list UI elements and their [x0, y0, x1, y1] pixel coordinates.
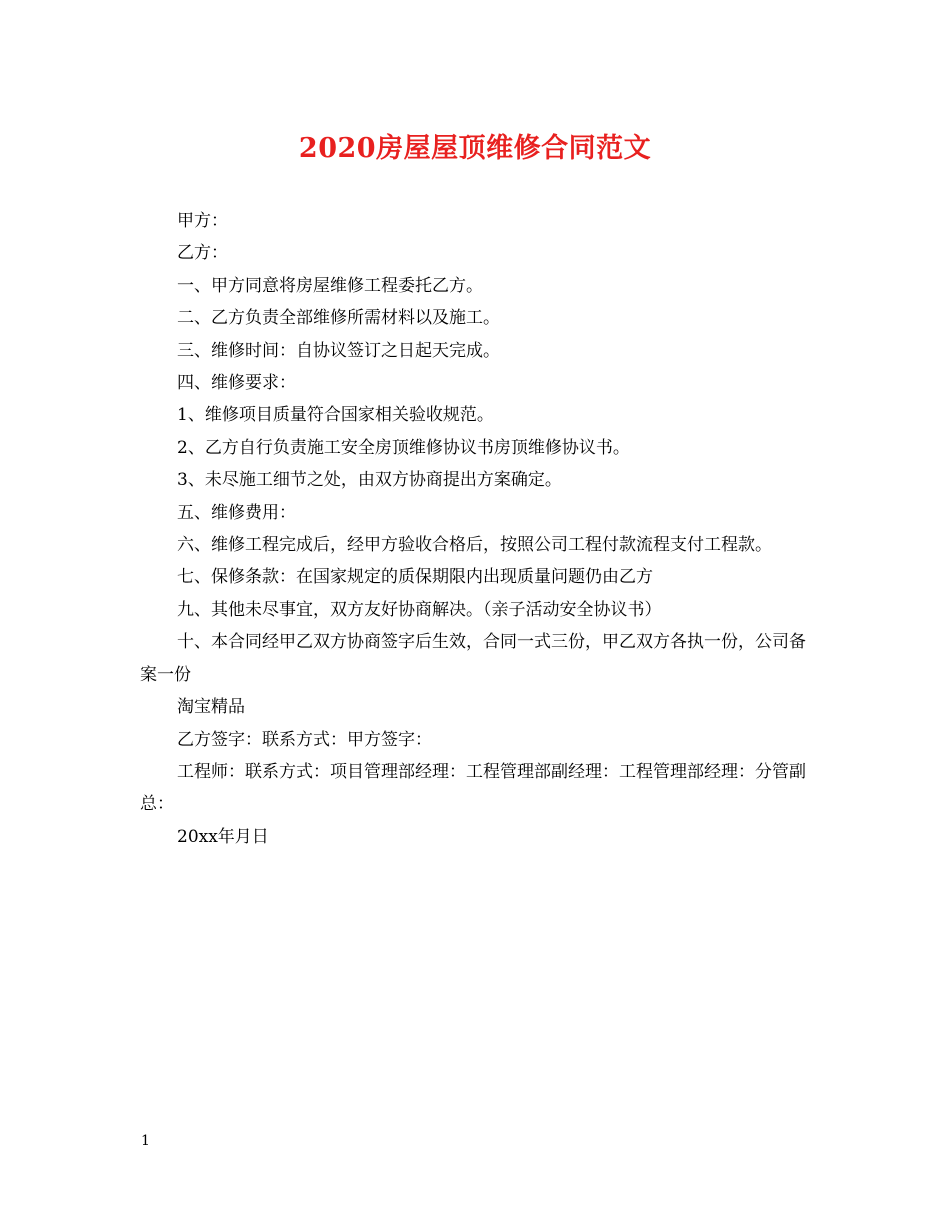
paragraph-requirement-2: 2、乙方自行负责施工安全房顶维修协议书房顶维修协议书。: [177, 437, 630, 458]
paragraph-requirement-1: 1、维修项目质量符合国家相关验收规范。: [177, 405, 494, 426]
paragraph-engineers: 工程师：联系方式：项目管理部经理：工程管理部副经理：工程管理部经理：分管副总：: [140, 761, 806, 815]
paragraph-taobao: 淘宝精品: [177, 697, 245, 718]
paragraph-clause-3: 三、维修时间：自协议签订之日起天完成。: [177, 340, 500, 361]
paragraph-clause-10: 十、本合同经甲乙双方协商签字后生效，合同一式三份，甲乙双方各执一份，公司备案一份: [140, 632, 806, 685]
paragraph-clause-7: 七、保修条款：在国家规定的质保期限内出现质量问题仍由乙方: [177, 567, 653, 588]
paragraph-clause-5: 五、维修费用：: [177, 502, 296, 523]
paragraph-party-b: 乙方：: [177, 243, 228, 264]
paragraph-party-a: 甲方：: [177, 211, 228, 231]
paragraph-requirement-3: 3、未尽施工细节之处，由双方协商提出方案确定。: [177, 470, 562, 491]
paragraph-clause-6: 六、维修工程完成后，经甲方验收合格后，按照公司工程付款流程支付工程款。: [177, 535, 772, 556]
document-title: 2020房屋屋顶维修合同范文: [298, 133, 652, 164]
document-body: [140, 205, 820, 853]
paragraph-clause-1: 一、甲方同意将房屋维修工程委托乙方。: [177, 275, 483, 296]
paragraph-signatures: 乙方签字：联系方式：甲方签字：: [177, 729, 432, 750]
paragraph-clause-4: 四、维修要求：: [177, 373, 296, 394]
paragraph-date: 20xx年月日: [177, 826, 269, 847]
paragraph-clause-2: 二、乙方负责全部维修所需材料以及施工。: [177, 308, 500, 329]
paragraph-clause-9: 九、其他未尽事宜，双方友好协商解决。（亲子活动安全协议书）: [177, 599, 662, 620]
page-number: 1: [141, 1133, 150, 1149]
